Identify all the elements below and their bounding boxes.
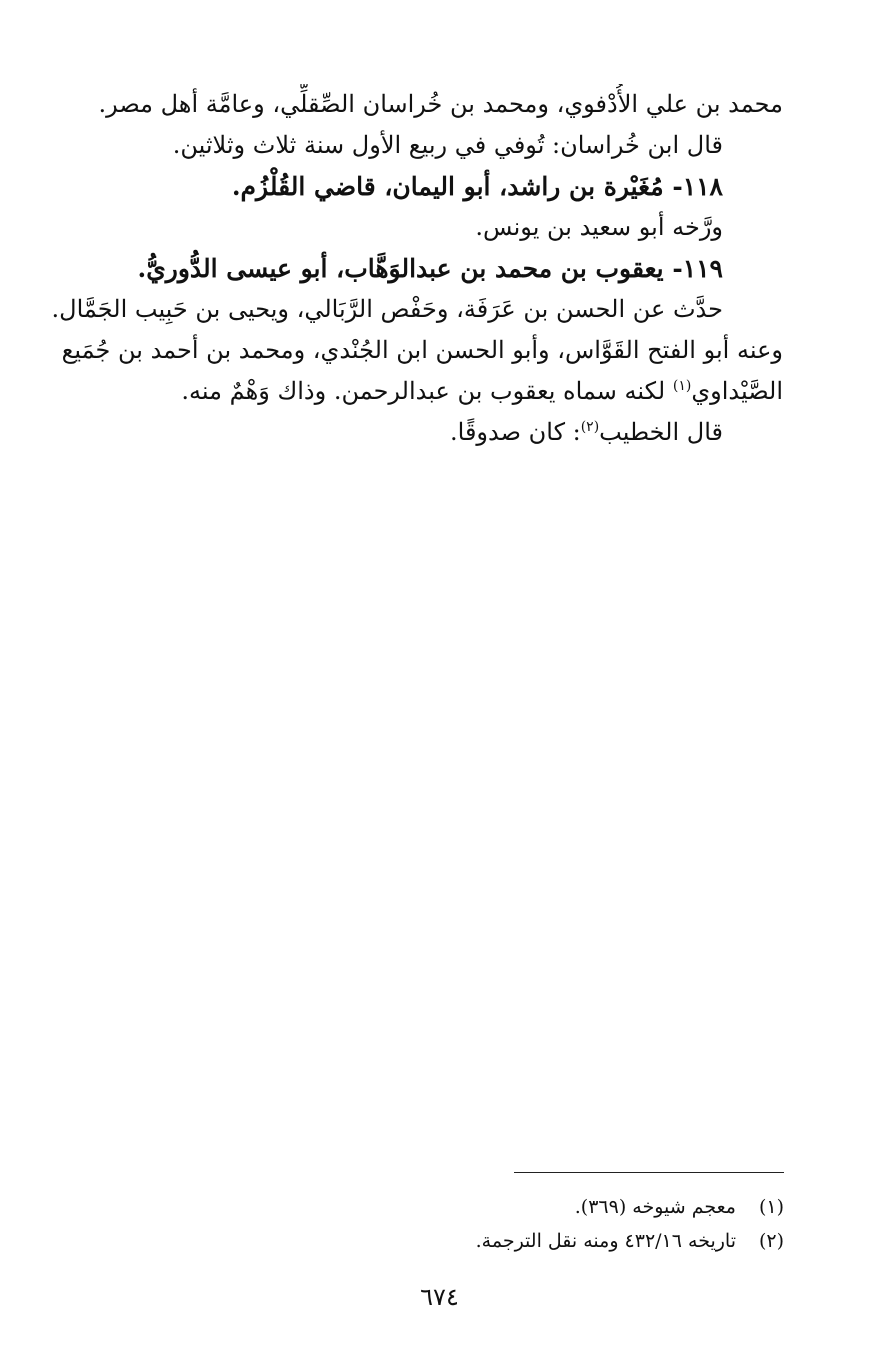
entry-heading-118: ١١٨- مُغَيْرة بن راشد، أبو اليمان، قاضي القُلْزُم. [231,172,723,201]
footnotes [84,1190,784,1258]
footnote-text: تاريخه ٤٣٢/١٦ ومنه نقل الترجمة. [475,1230,736,1252]
text-segment: لكنه سماه يعقوب بن عبدالرحمن. وذاك وَهْمٌ منه. [181,377,673,405]
footnote-ref-2[interactable]: (٢) [580,419,600,435]
footnote-number: (٢) [758,1230,784,1252]
text-line [38,371,783,412]
text-line: محمد بن علي الأُدْفوي، ومحمد بن خُراسان الصِّقلِّي، وعامَّة أهل مصر. [98,90,783,118]
text-line [38,412,783,453]
text-segment: قال الخطيب [599,418,723,446]
footnote-item [84,1224,784,1258]
text-line: قال ابن خُراسان: تُوفي في ربيع الأول سنة ثلاث وثلاثين. [172,131,723,159]
text-segment: الصَّيْداوي [691,377,783,405]
footnote-text: معجم شيوخه (٣٦٩). [574,1196,736,1218]
entry-heading-119: ١١٩- يعقوب بن محمد بن عبدالوَهَّاب، أبو عيسى الدُّوريُّ. [137,254,723,283]
page-number: ٦٧٤ [420,1283,459,1311]
footnote-number: (١) [758,1196,784,1218]
footnote-ref-1[interactable]: (١) [672,378,692,394]
text-line: حدَّث عن الحسن بن عَرَفَة، وحَفْص الرَّبَالي، ويحيى بن حَبِيب الجَمَّال. [51,295,723,323]
text-line: ورَّخه أبو سعيد بن يونس. [475,213,723,241]
main-text [38,84,783,453]
footnote-separator [514,1172,784,1173]
text-segment: : كان صدوقًا. [450,418,581,446]
footnote-item [84,1190,784,1224]
text-line: وعنه أبو الفتح القَوَّاس، وأبو الحسن ابن الجُنْدي، ومحمد بن أحمد بن جُمَيع [61,336,783,364]
